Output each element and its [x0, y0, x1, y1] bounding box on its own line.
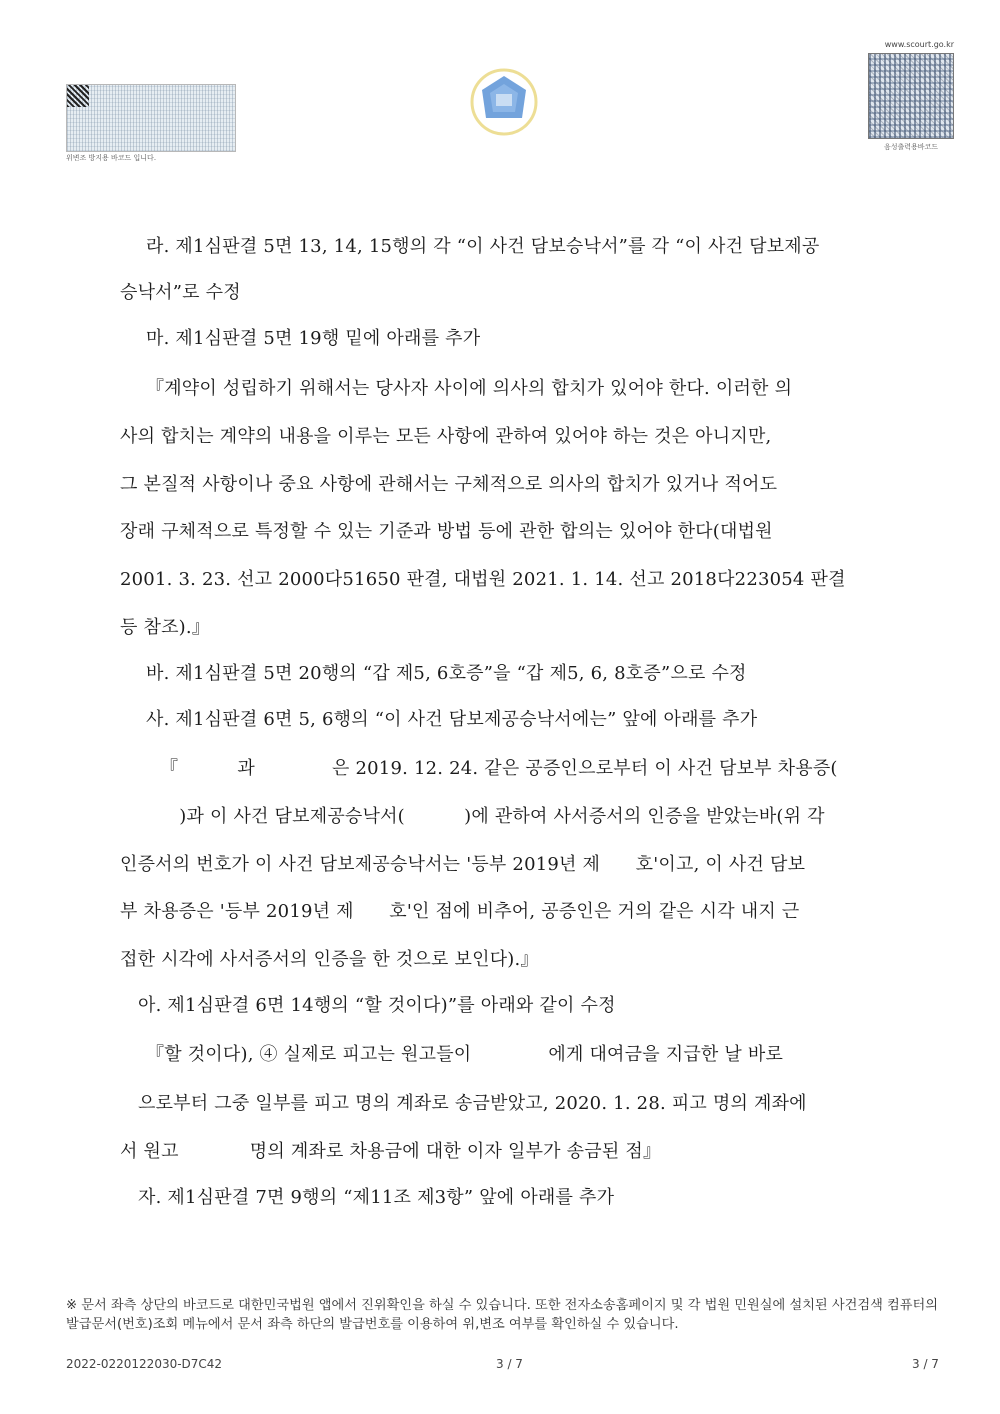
body-line: 그 본질적 사항이나 중요 사항에 관해서는 구체적으로 의사의 합치가 있거나 적어도 [120, 474, 778, 495]
body-line: 으로부터 그중 일부를 피고 명의 계좌로 송금받았고, 2020. 1. 28. 피고 명의 계좌에 [138, 1093, 807, 1114]
body-line: 장래 구체적으로 특정할 수 있는 기준과 방법 등에 관한 합의는 있어야 한다(대법원 [120, 521, 773, 542]
forgery-prevention-barcode [66, 84, 236, 152]
court-emblem-icon [464, 62, 544, 142]
court-website-url: www.scourt.go.kr [884, 40, 954, 49]
body-line: 아. 제1심판결 6면 14행의 “할 것이다)”를 아래와 같이 수정 [138, 995, 616, 1016]
page-number-center: 3 / 7 [496, 1357, 523, 1371]
body-line: )과 이 사건 담보제공승낙서( )에 관하여 사서증서의 인증을 받았는바(위 각 [120, 806, 825, 827]
body-line: 바. 제1심판결 5면 20행의 “갑 제5, 6호증”을 “갑 제5, 6, 8호증”으로 수정 [146, 663, 747, 684]
body-line: 『 과 은 2019. 12. 24. 같은 공증인으로부터 이 사건 담보부 차용증( [160, 758, 838, 779]
body-line: 부 차용증은 '등부 2019년 제 호'인 점에 비추어, 공증인은 거의 같은 시각 내지 근 [120, 901, 800, 922]
page-number-right: 3 / 7 [912, 1357, 939, 1371]
body-line: 『계약이 성립하기 위해서는 당사자 사이에 의사의 합치가 있어야 한다. 이러한 의 [146, 378, 793, 399]
body-line: 라. 제1심판결 5면 13, 14, 15행의 각 “이 사건 담보승낙서”를 각 “이 사건 담보제공 [146, 236, 820, 257]
body-line: 자. 제1심판결 7면 9행의 “제11조 제3항” 앞에 아래를 추가 [138, 1187, 615, 1208]
barcode-caption: 위변조 방지용 바코드 입니다. [66, 154, 157, 162]
body-line: 승낙서”로 수정 [120, 282, 241, 303]
body-line: 인증서의 번호가 이 사건 담보제공승낙서는 '등부 2019년 제 호'이고, 이 사건 담보 [120, 854, 806, 875]
verification-notice: ※ 문서 좌측 상단의 바코드로 대한민국법원 앱에서 진위확인을 하실 수 있습니다. 또한 전자소송홈페이지 및 각 법원 민원실에 설치된 사건검색 컴퓨터의 발급문서(번호)조회 메뉴에서 문서 좌측 하단의 발급번호를 이용하여 위,변조 여부를 확인하실 수 있습니다. [66, 1298, 938, 1332]
body-line: 『할 것이다), ④ 실제로 피고는 원고들이 에게 대여금을 지급한 날 바로 [146, 1044, 784, 1065]
body-line: 사. 제1심판결 6면 5, 6행의 “이 사건 담보제공승낙서에는” 앞에 아래를 추가 [146, 709, 758, 730]
body-line: 사의 합치는 계약의 내용을 이루는 모든 사항에 관하여 있어야 하는 것은 아니지만, [120, 426, 772, 447]
barcode-corner-mark [67, 85, 89, 107]
body-line: 등 참조).』 [120, 617, 211, 638]
body-line: 2001. 3. 23. 선고 2000다51650 판결, 대법원 2021. 1. 14. 선고 2018다223054 판결 [120, 569, 846, 590]
body-line: 접한 시각에 사서증서의 인증을 한 것으로 보인다).』 [120, 949, 539, 970]
issue-number: 2022-0220122030-D7C42 [66, 1357, 223, 1371]
qr-caption: 음성출력용바코드 [883, 143, 939, 151]
voice-output-qr-code [868, 53, 954, 139]
body-line: 마. 제1심판결 5면 19행 밑에 아래를 추가 [146, 328, 481, 349]
body-line: 서 원고 명의 계좌로 차용금에 대한 이자 일부가 송금된 점』 [120, 1141, 662, 1162]
